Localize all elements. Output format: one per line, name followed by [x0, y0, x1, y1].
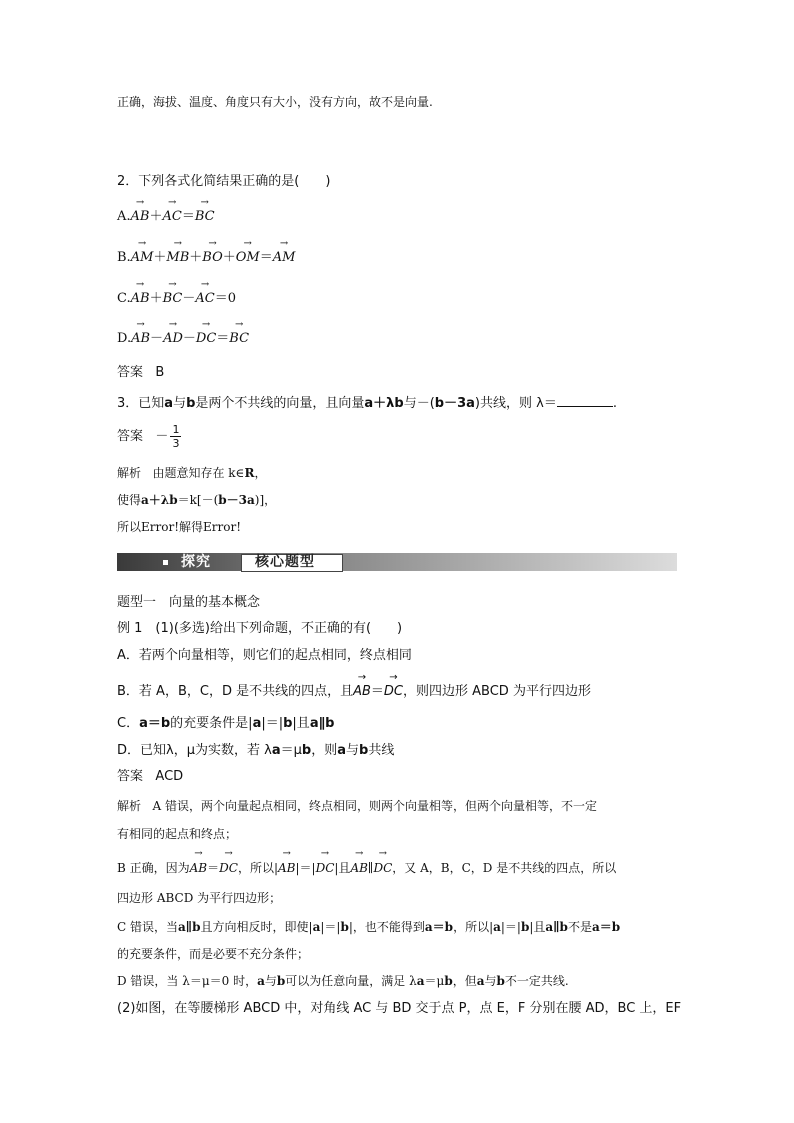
vector-am: → AM [131, 249, 154, 267]
example-1-option-d: D．已知λ，μ为实数，若 λa＝μb，则a与b共线 [117, 743, 395, 758]
example-1-part-2: (2)如图，在等腰梯形 ABCD 中，对角线 AC 与 BD 交于点 P，点 E，F 分别在腰 AD，BC 上，EF [117, 1001, 682, 1016]
vector-ab: → AB [131, 290, 150, 308]
option-a: A.→ AB＋→ AC＝→ BC [117, 208, 215, 226]
example-1-option-b: B．若 A，B，C，D 是不共线的四点，且→ AB＝→ DC，则四边形 ABCD 为平行四边形 [117, 683, 591, 701]
vector-dc: → DC [384, 683, 403, 701]
vector-bc: → BC [163, 290, 183, 308]
section-banner [117, 553, 677, 573]
example-1-answer: 答案 ACD [117, 769, 184, 784]
answer-fraction: $\frac{1}{3}$ [172, 423, 180, 450]
example-1-stem: 例 1 (1)(多选)给出下列命题，不正确的有( ) [117, 621, 403, 636]
example-1-analysis-3: B 正确，因为→ AB＝→ DC，所以|→ AB|＝|→ DC|且→ AB∥→ DC，又 A，B，C，D 是不共线的四点，所以 [117, 859, 616, 877]
answer-blank [557, 394, 613, 407]
banner-title: 核心题型 [255, 554, 315, 570]
option-b: B.→ AM＋→ MB＋→ BO＋→ OM＝→ AM [117, 249, 295, 267]
vector-dc: → DC [196, 330, 216, 348]
example-1-analysis-2: 有相同的起点和终点； [117, 827, 238, 841]
question-3-analysis-2: 使得a＋λb＝k[－(b－3a)]， [117, 493, 277, 507]
question-2-stem: 2．下列各式化简结果正确的是( ) [117, 174, 331, 189]
banner-bullet-icon [163, 560, 168, 565]
type-1-heading: 题型一 向量的基本概念 [117, 595, 261, 610]
option-c: C.→ AB＋→ BC－→ AC＝0 [117, 290, 236, 308]
vector-ab: → AB [131, 208, 150, 226]
vector-bo: → BO [202, 249, 222, 267]
banner-tag: 探究 [181, 554, 211, 570]
vector-ad: → AD [163, 330, 183, 348]
vector-ac: → AC [195, 290, 214, 308]
example-1-analysis-7: D 错误，当 λ＝μ＝0 时，a与b可以为任意向量，满足 λa＝μb，但a与b不一定共线. [117, 974, 569, 988]
vector-am: → AM [273, 249, 296, 267]
question-2-answer: 答案 B [117, 365, 165, 380]
vector-ab: → AB [131, 330, 150, 348]
question-3-analysis-1: 解析 由题意知存在 k∈R， [117, 466, 267, 480]
vector-om: → OM [236, 249, 260, 267]
previous-answer-note: 正确，海拔、温度、角度只有大小，没有方向，故不是向量. [117, 95, 433, 109]
vector-ab: → AB [353, 683, 371, 701]
example-1-option-c: C．a＝b的充要条件是|a|＝|b|且a∥b [117, 716, 335, 731]
example-1-analysis-4: 四边形 ABCD 为平行四边形； [117, 891, 282, 905]
vector-bc: → BC [229, 330, 249, 348]
example-1-analysis-1: 解析 A 错误，两个向量起点相同，终点相同，则两个向量相等，但两个向量相等，不一定 [117, 799, 597, 813]
example-1-analysis-5: C 错误，当a∥b且方向相反时，即使|a|＝|b|，也不能得到a＝b，所以|a|＝|b|且a∥b不是a＝b [117, 920, 621, 934]
vector-ac: → AC [163, 208, 182, 226]
question-3-analysis-3: 所以Error!解得Error! [117, 520, 242, 534]
option-d: D.→ AB－→ AD－→ DC＝→ BC [117, 330, 249, 348]
vector-mb: → MB [166, 249, 189, 267]
question-3-answer: 答案 － $\frac{1}{3}$ [117, 423, 180, 450]
vector-bc: → BC [195, 208, 215, 226]
example-1-analysis-6: 的充要条件，而是必要不充分条件； [117, 947, 310, 961]
example-1-option-a: A．若两个向量相等，则它们的起点相同，终点相同 [117, 648, 412, 663]
question-3-stem: 3．已知a与b是两个不共线的向量，且向量a＋λb与－(b－3a)共线，则 λ＝ . [117, 396, 617, 411]
